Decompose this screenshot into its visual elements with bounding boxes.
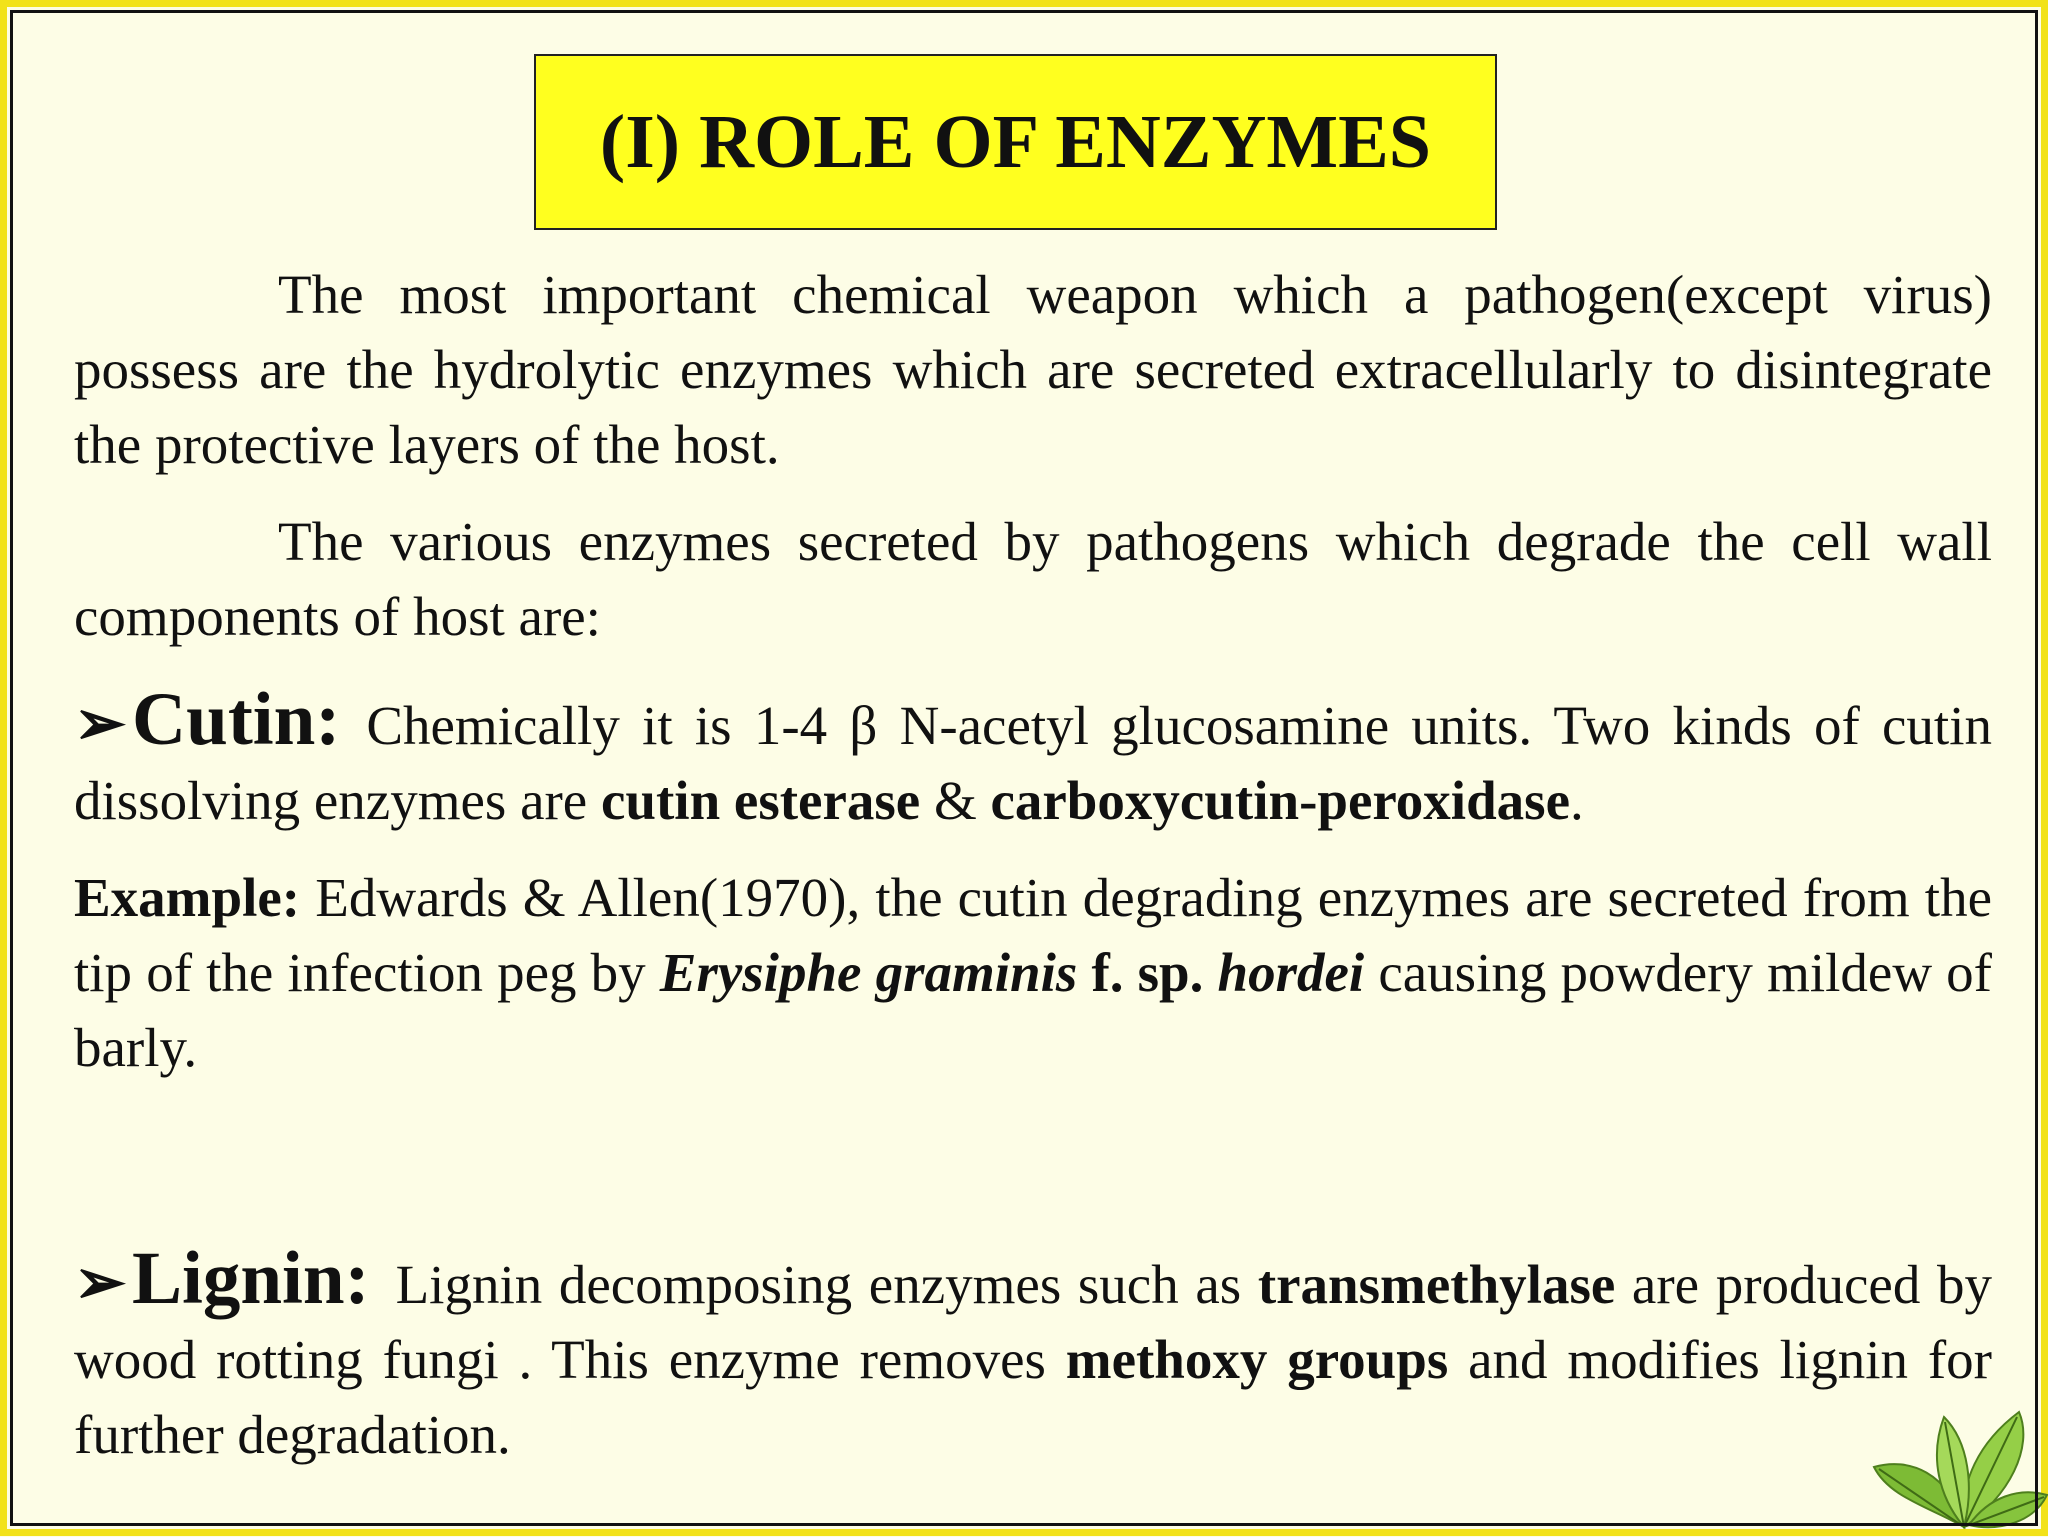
- methoxy-groups-term: methoxy groups: [1065, 1329, 1449, 1390]
- cutin-text: Chemically it is 1-4 β N-acetyl glucosamine units. Two kinds of cutin dissolving enzymes are: [74, 695, 1992, 831]
- carboxycutin-peroxidase-term: carboxycutin-peroxidase: [990, 770, 1570, 831]
- example-paragraph: [74, 860, 1992, 1085]
- arrow-bullet-icon: ➢: [74, 1249, 126, 1317]
- cutin-bullet: [74, 678, 1992, 838]
- example-text: Edwards & Allen(1970), the cutin degrading enzymes are secreted from the tip of the infection peg by: [74, 867, 1992, 1003]
- cutin-end: .: [1569, 770, 1584, 831]
- example-text-end: causing powdery mildew of barly.: [74, 942, 1992, 1078]
- forma-specialis: f. sp.: [1077, 942, 1218, 1003]
- leaf-icon: [1869, 1387, 2048, 1537]
- cutin-heading: Cutin:: [131, 678, 341, 761]
- slide-title: (I) ROLE OF ENZYMES: [599, 99, 1432, 184]
- lignin-text-mid: are produced by wood rotting fungi . This enzyme removes: [74, 1254, 1992, 1390]
- lignin-text-end: and modifies lignin for further degradation.: [74, 1329, 1992, 1465]
- title-box: [534, 54, 1497, 230]
- example-label: Example:: [74, 867, 301, 928]
- cutin-esterase-term: cutin esterase: [600, 770, 921, 831]
- transmethylase-term: transmethylase: [1257, 1254, 1616, 1315]
- species-name: Erysiphe graminis: [659, 942, 1078, 1003]
- arrow-bullet-icon: ➢: [74, 690, 126, 758]
- variety-name: hordei: [1217, 942, 1365, 1003]
- cutin-joiner: &: [920, 770, 991, 831]
- slide-content: [74, 257, 1992, 1472]
- lignin-text: Lignin decomposing enzymes such as: [395, 1254, 1258, 1315]
- intro-paragraph: The most important chemical weapon which a pathogen(except virus) possess are the hydrolytic enzymes which are secreted extracellularly to disintegrate the protective layers of the host.: [74, 264, 1992, 475]
- lignin-heading: Lignin:: [131, 1237, 370, 1320]
- list-intro-paragraph: The various enzymes secreted by pathogens which degrade the cell wall components of host are:: [74, 511, 1992, 647]
- lignin-bullet: [74, 1237, 1992, 1472]
